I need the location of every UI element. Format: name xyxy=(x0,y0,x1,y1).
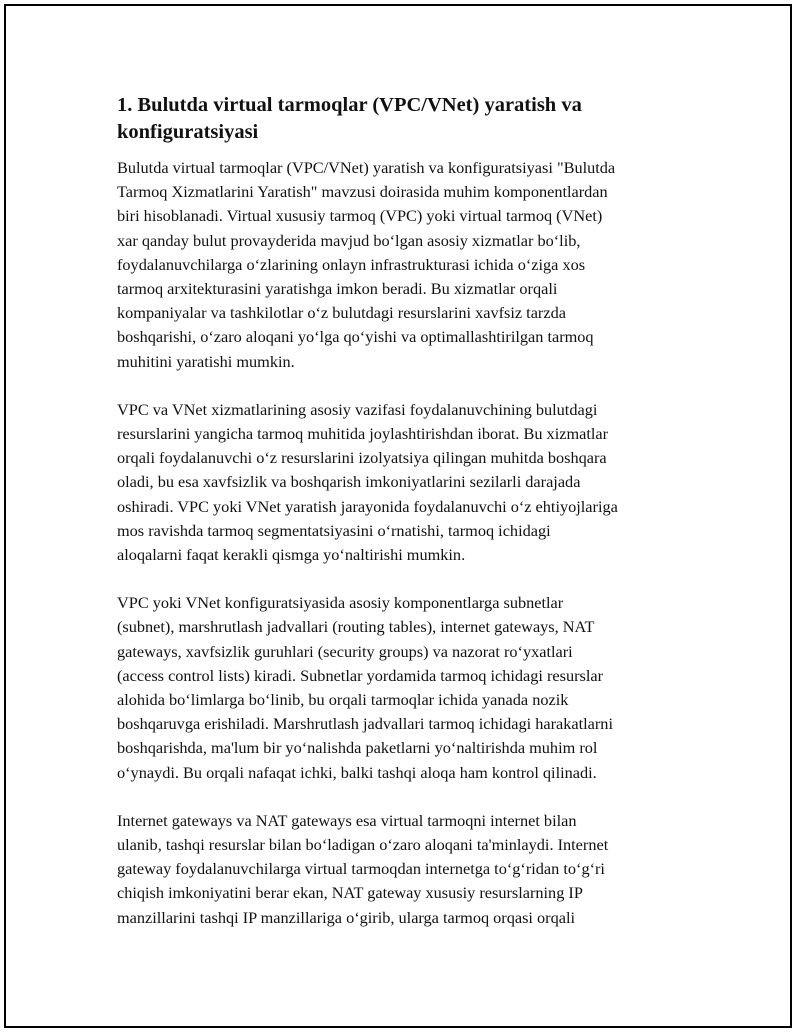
section-heading xyxy=(117,92,692,146)
text-line: (access control lists) kiradi. Subnetlar yordamida tarmoq ichidagi resurslar xyxy=(117,665,604,685)
text-line: Tarmoq Xizmatlarini Yaratish" mavzusi doirasida muhim komponentlardan xyxy=(117,182,608,202)
document-body xyxy=(117,92,692,954)
text-line: ulanib, tashqi resurslar bilan bo‘ladigan o‘zaro aloqani ta'minlaydi. Internet xyxy=(117,835,609,855)
text-line: Internet gateways va NAT gateways esa virtual tarmoqni internet bilan xyxy=(117,810,577,830)
heading-line: 1. Bulutda virtual tarmoqlar (VPC/VNet) yaratish va xyxy=(117,94,582,116)
text-line: alohida bo‘limlarga bo‘linib, bu orqali tarmoqlar ichida yanada nozik xyxy=(117,690,569,710)
text-line: tarmoq arxitekturasini yaratishga imkon beradi. Bu xizmatlar orqali xyxy=(117,279,558,299)
paragraph-4 xyxy=(117,809,692,930)
text-line: gateways, xavfsizlik guruhlari (security groups) va nazorat ro‘yxatlari xyxy=(117,641,573,661)
text-line: kompaniyalar va tashkilotlar o‘z bulutdagi resurslarini xavfsiz tarzda xyxy=(117,303,566,323)
paragraph-2 xyxy=(117,398,692,567)
text-line: Bulutda virtual tarmoqlar (VPC/VNet) yaratish va konfiguratsiyasi "Bulutda xyxy=(117,158,616,177)
text-line: biri hisoblanadi. Virtual xususiy tarmoq (VPC) yoki virtual tarmoq (VNet) xyxy=(117,206,603,226)
text-line: manzillarini tashqi IP manzillariga o‘girib, ularga tarmoq orqasi orqali xyxy=(117,907,576,927)
paragraph-1 xyxy=(117,156,692,374)
text-line: oshiradi. VPC yoki VNet yaratish jarayonida foydalanuvchi o‘z ehtiyojlariga xyxy=(117,496,618,516)
text-line: o‘ynaydi. Bu orqali nafaqat ichki, balki tashqi aloqa ham kontrol qilinadi. xyxy=(117,762,597,782)
heading-line: konfiguratsiyasi xyxy=(117,121,259,143)
text-line: (subnet), marshrutlash jadvallari (routing tables), internet gateways, NAT xyxy=(117,617,595,637)
text-line: foydalanuvchilarga o‘zlarining onlayn infrastrukturasi ichida o‘ziga xos xyxy=(117,254,586,274)
text-line: aloqalarni faqat kerakli qismga yo‘naltirishi mumkin. xyxy=(117,545,466,565)
text-line: boshqarishi, o‘zaro aloqani yo‘lga qo‘yishi va optimallashtirilgan tarmoq xyxy=(117,327,594,347)
text-line: VPC yoki VNet konfiguratsiyasida asosiy komponentlarga subnetlar xyxy=(117,593,564,613)
text-line: resurslarini yangicha tarmoq muhitida joylashtirishdan iborat. Bu xizmatlar xyxy=(117,424,609,444)
text-line: muhitini yaratishi mumkin. xyxy=(117,351,295,371)
text-line: orqali foydalanuvchi o‘z resurslarini izolyatsiya qilingan muhitda boshqara xyxy=(117,448,607,468)
text-line: chiqish imkoniyatini berar ekan, NAT gateway xususiy resurslarning IP xyxy=(117,883,583,903)
text-line: boshqarishda, ma'lum bir yo‘nalishda paketlarni yo‘naltirishda muhim rol xyxy=(117,738,598,758)
text-line: mos ravishda tarmoq segmentatsiyasini o‘rnatishi, tarmoq ichidagi xyxy=(117,520,551,540)
text-line: gateway foydalanuvchilarga virtual tarmoqdan internetga to‘g‘ridan to‘g‘ri xyxy=(117,859,605,879)
text-line: VPC va VNet xizmatlarining asosiy vazifasi foydalanuvchining bulutdagi xyxy=(117,399,598,419)
text-line: oladi, bu esa xavfsizlik va boshqarish imkoniyatlarini sezilarli darajada xyxy=(117,472,581,492)
text-line: xar qanday bulut provayderida mavjud bo‘lgan asosiy xizmatlar bo‘lib, xyxy=(117,230,581,250)
text-line: boshqaruvga erishiladi. Marshrutlash jadvallari tarmoq ichidagi harakatlarni xyxy=(117,714,613,734)
paragraph-3 xyxy=(117,591,692,785)
